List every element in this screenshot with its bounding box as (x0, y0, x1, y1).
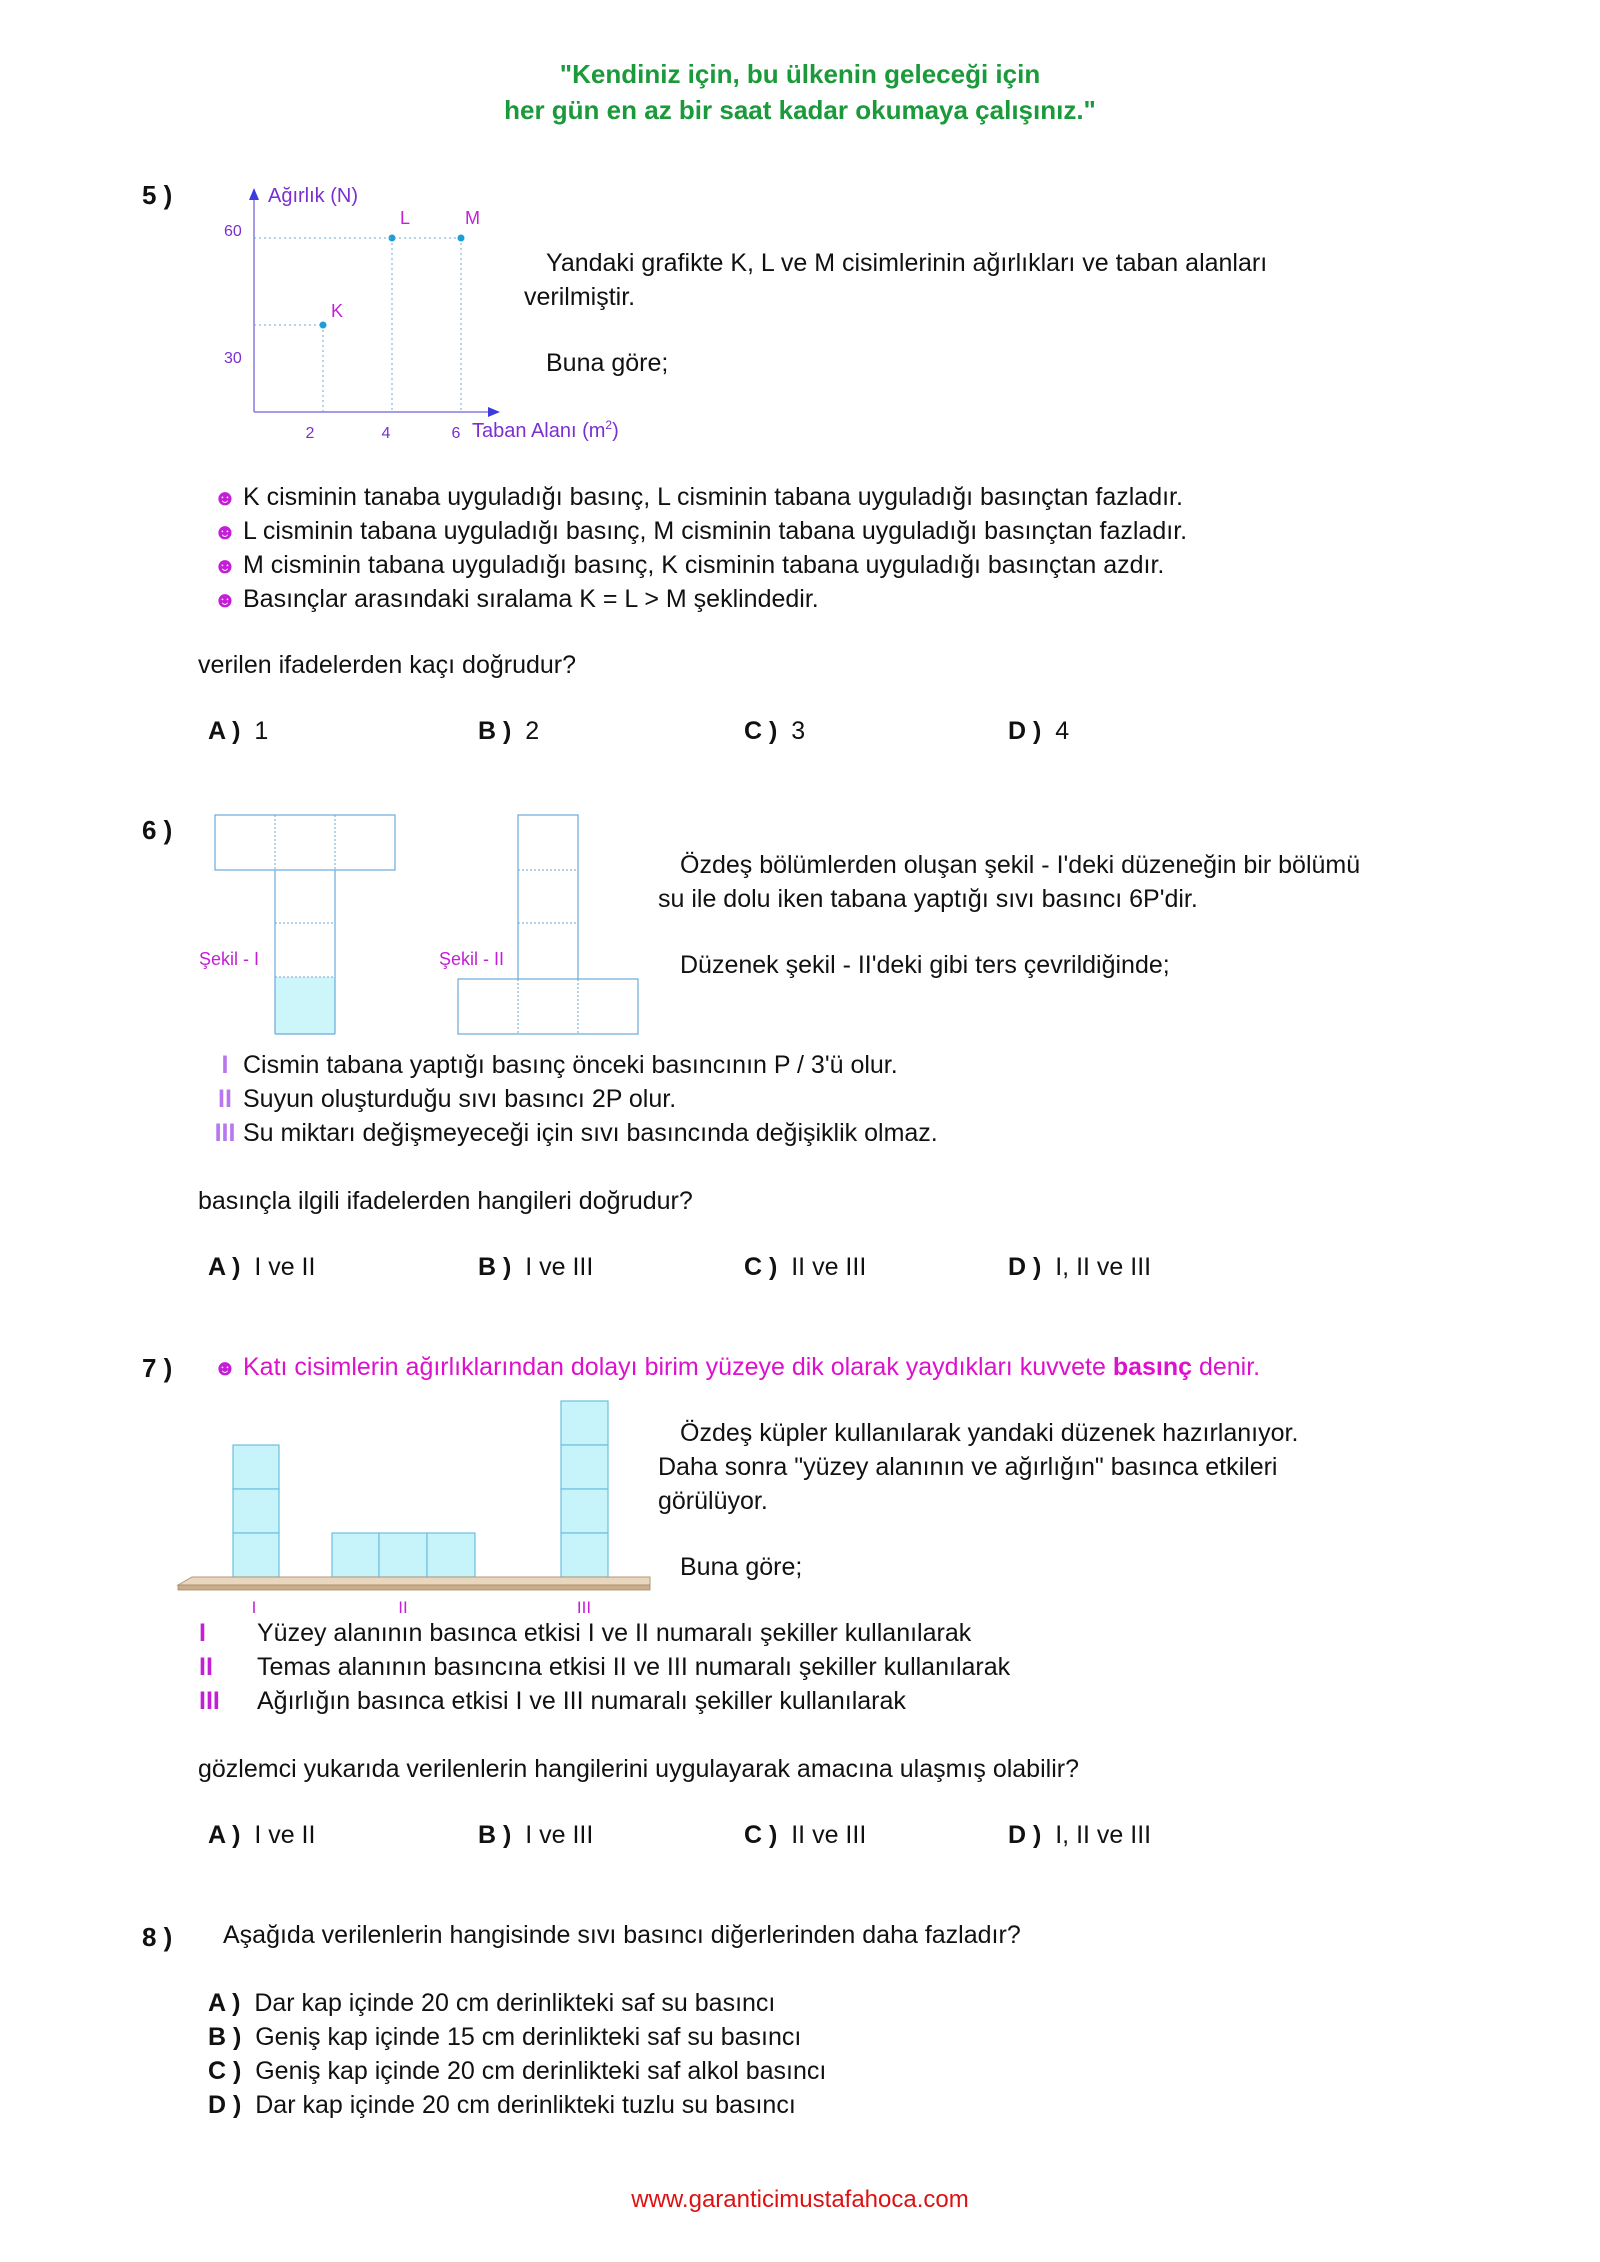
q7-intro (658, 1416, 1298, 1584)
q6-statement-1: Cismin tabana yaptığı basınç önceki basıncının P / 3'ü olur. (243, 1051, 898, 1079)
q5-question: verilen ifadelerden kaçı doğrudur? (198, 651, 577, 679)
q5-intro-line-2: verilmiştir. (524, 283, 636, 311)
q6-statement-3: Su miktarı değişmeyeceği için sıvı basıncında değişiklik olmaz. (243, 1119, 938, 1147)
chart-y-tick-30: 30 (224, 350, 242, 367)
q6-intro (658, 848, 1360, 982)
list-item: III Su miktarı değişmeyeceği için sıvı basıncında değişiklik olmaz. (214, 1119, 938, 1147)
q5-statement-3: M cisminin tabana uyguladığı basınç, K cisminin tabana uyguladığı basınçtan azdır. (243, 551, 1165, 579)
q6-option-a[interactable]: A ) I ve II (208, 1253, 316, 1281)
q7-option-b[interactable]: B ) I ve III (478, 1821, 594, 1849)
q6-option-c[interactable]: C ) II ve III (744, 1253, 867, 1281)
q5-option-b[interactable]: B ) 2 (478, 717, 540, 745)
list-item (207, 582, 1187, 616)
chart-x-tick-4: 4 (381, 425, 391, 442)
list-item: I Cismin tabana yaptığı basınç önceki basıncının P / 3'ü olur. (221, 1051, 898, 1079)
smiley-icon: ☻ (213, 1355, 237, 1380)
list-item: III Ağırlığın basınca etkisi I ve III numaralı şekiller kullanılarak (199, 1687, 906, 1715)
chart-y-label: Ağırlık (N) (268, 185, 358, 207)
q8-option-a[interactable]: A ) Dar kap içinde 20 cm derinlikteki saf su basıncı (208, 1989, 776, 2017)
page-header (0, 56, 1600, 128)
point-label-M: M (465, 208, 480, 228)
figure-2-label: Şekil - II (439, 949, 505, 969)
q7-option-c[interactable]: C ) II ve III (744, 1821, 867, 1849)
q6-intro-line-1: Özdeş bölümlerden oluşan şekil - I'deki düzeneğin bir bölümü (680, 851, 1361, 879)
q7-statement-2: Temas alanının basıncına etkisi II ve III numaralı şekiller kullanılarak (257, 1653, 1011, 1681)
q7-intro-line-1: Özdeş küpler kullanılarak yandaki düzenek hazırlanıyor. (680, 1419, 1299, 1447)
q6-question: basınçla ilgili ifadelerden hangileri doğrudur? (198, 1187, 693, 1215)
q8-option-d[interactable]: D ) Dar kap içinde 20 cm derinlikteki tuzlu su basıncı (208, 2091, 796, 2119)
list-item (207, 480, 1187, 514)
question-8-number: 8 ) (142, 1922, 173, 1952)
q6-statement-list (207, 1048, 938, 1150)
data-point-K (320, 322, 327, 329)
list-item: II Suyun oluşturduğu sıvı basıncı 2P olur. (218, 1085, 677, 1113)
chart-axes (249, 188, 500, 417)
q5-option-d[interactable]: D ) 4 (1008, 717, 1070, 745)
chart-x-label: Taban Alanı $(m^2)$ (472, 418, 619, 442)
smiley-icon: ☻ (213, 485, 237, 510)
q5-statement-4: Basınçlar arasındaki sıralama K = L > M şeklindedir. (243, 585, 819, 613)
q5-option-a[interactable]: A ) 1 (208, 717, 269, 745)
wooden-board (178, 1577, 650, 1585)
list-item (207, 514, 1187, 548)
q6-intro-line-3: Düzenek şekil - II'deki gibi ters çevrildiğinde; (680, 951, 1170, 979)
q5-intro (524, 246, 1267, 380)
figure-1-label: Şekil - I (199, 949, 260, 969)
q8-option-c[interactable]: C ) Geniş kap içinde 20 cm derinlikteki saf alkol basıncı (208, 2057, 827, 2085)
q6-option-b[interactable]: B ) I ve III (478, 1253, 594, 1281)
q8-option-list (208, 1986, 826, 2122)
q8-option-b[interactable]: B ) Geniş kap içinde 15 cm derinlikteki saf su basıncı (208, 2023, 802, 2051)
question-7-number: 7 ) (142, 1353, 173, 1383)
list-item: II Temas alanının basıncına etkisi II ve III numaralı şekiller kullanılarak (199, 1653, 1011, 1681)
q5-statement-1: K cisminin tanaba uyguladığı basınç, L cisminin tabana uyguladığı basınçtan fazladır. (243, 483, 1183, 511)
chart-x-tick-6: 6 (451, 425, 461, 442)
figure-label-III: III (576, 1598, 592, 1617)
keyword-basinc: basınç (1112, 1353, 1193, 1381)
data-point-M (458, 235, 465, 242)
chart-x-tick-2: 2 (305, 425, 315, 442)
chart-points (254, 208, 480, 412)
q5-intro-line-1: Yandaki grafikte K, L ve M cisimlerinin ağırlıkları ve taban alanları (546, 249, 1268, 277)
q7-buna-gore: Buna göre; (680, 1553, 803, 1581)
smiley-icon: ☻ (213, 553, 237, 578)
cube-stack-1 (233, 1445, 279, 1577)
q5-statement-list (207, 480, 1187, 616)
header-line-1: "Kendiniz için, bu ülkenin geleceği için (559, 59, 1041, 89)
smiley-icon: ☻ (213, 587, 237, 612)
point-label-L: L (400, 208, 411, 228)
q6-option-d[interactable]: D ) I, II ve III (1008, 1253, 1152, 1281)
q5-buna-gore: Buna göre; (546, 349, 669, 377)
figure-1-t-shape (215, 815, 395, 1034)
q5-option-c[interactable]: C ) 3 (744, 717, 806, 745)
q7-option-a[interactable]: A ) I ve II (208, 1821, 316, 1849)
cube-stack-3 (561, 1401, 608, 1577)
q7-option-d[interactable]: D ) I, II ve III (1008, 1821, 1152, 1849)
q7-statement-list (199, 1616, 1010, 1718)
cube-row-2 (332, 1533, 475, 1577)
q8-question: Aşağıda verilenlerin hangisinde sıvı basıncı diğerlerinden daha fazladır? (223, 1921, 1021, 1949)
figure-label-I: I (251, 1598, 257, 1617)
smiley-icon: ☻ (213, 519, 237, 544)
point-label-K: K (331, 301, 344, 321)
q7-intro-line-3: görülüyor. (658, 1487, 768, 1515)
header-line-2: her gün en az bir saat kadar okumaya çalışınız." (504, 95, 1096, 125)
footer-website-link[interactable]: www.garanticimustafahoca.com (631, 2186, 969, 2213)
figure-label-II: II (398, 1598, 408, 1617)
q6-statement-2: Suyun oluşturduğu sıvı basıncı 2P olur. (243, 1085, 677, 1113)
q5-statement-2: L cisminin tabana uyguladığı basınç, M cisminin tabana uyguladığı basınçtan fazladır. (243, 517, 1188, 545)
question-6-number: 6 ) (142, 815, 173, 845)
q7-cube-setup-figure (170, 1395, 660, 1625)
question-5-number: 5 ) (142, 180, 173, 210)
q7-statement-3: Ağırlığın basınca etkisi I ve III numaralı şekiller kullanılarak (257, 1687, 906, 1715)
figure-2-inverted-t-shape (458, 815, 638, 1034)
q7-intro-line-2: Daha sonra "yüzey alanının ve ağırlığın" basınca etkileri (658, 1453, 1278, 1481)
water-fill (275, 977, 335, 1034)
q7-question: gözlemci yukarıda verilenlerin hangilerini uygulayarak amacına ulaşmış olabilir? (198, 1755, 1079, 1783)
chart-y-tick-60: 60 (224, 223, 242, 240)
list-item: I Yüzey alanının basınca etkisi I ve II numaralı şekiller kullanılarak (199, 1619, 972, 1647)
q7-statement-1: Yüzey alanının basınca etkisi I ve II numaralı şekiller kullanılarak (257, 1619, 972, 1647)
q6-intro-line-2: su ile dolu iken tabana yaptığı sıvı basıncı 6P'dir. (658, 885, 1198, 913)
q6-container-figures (190, 805, 650, 1035)
list-item (207, 548, 1187, 582)
q7-definition: ☻ Katı cisimlerin ağırlıklarından dolayı birim yüzeye dik olarak yaydıkları kuvvete basınç denir. (207, 1350, 1260, 1385)
